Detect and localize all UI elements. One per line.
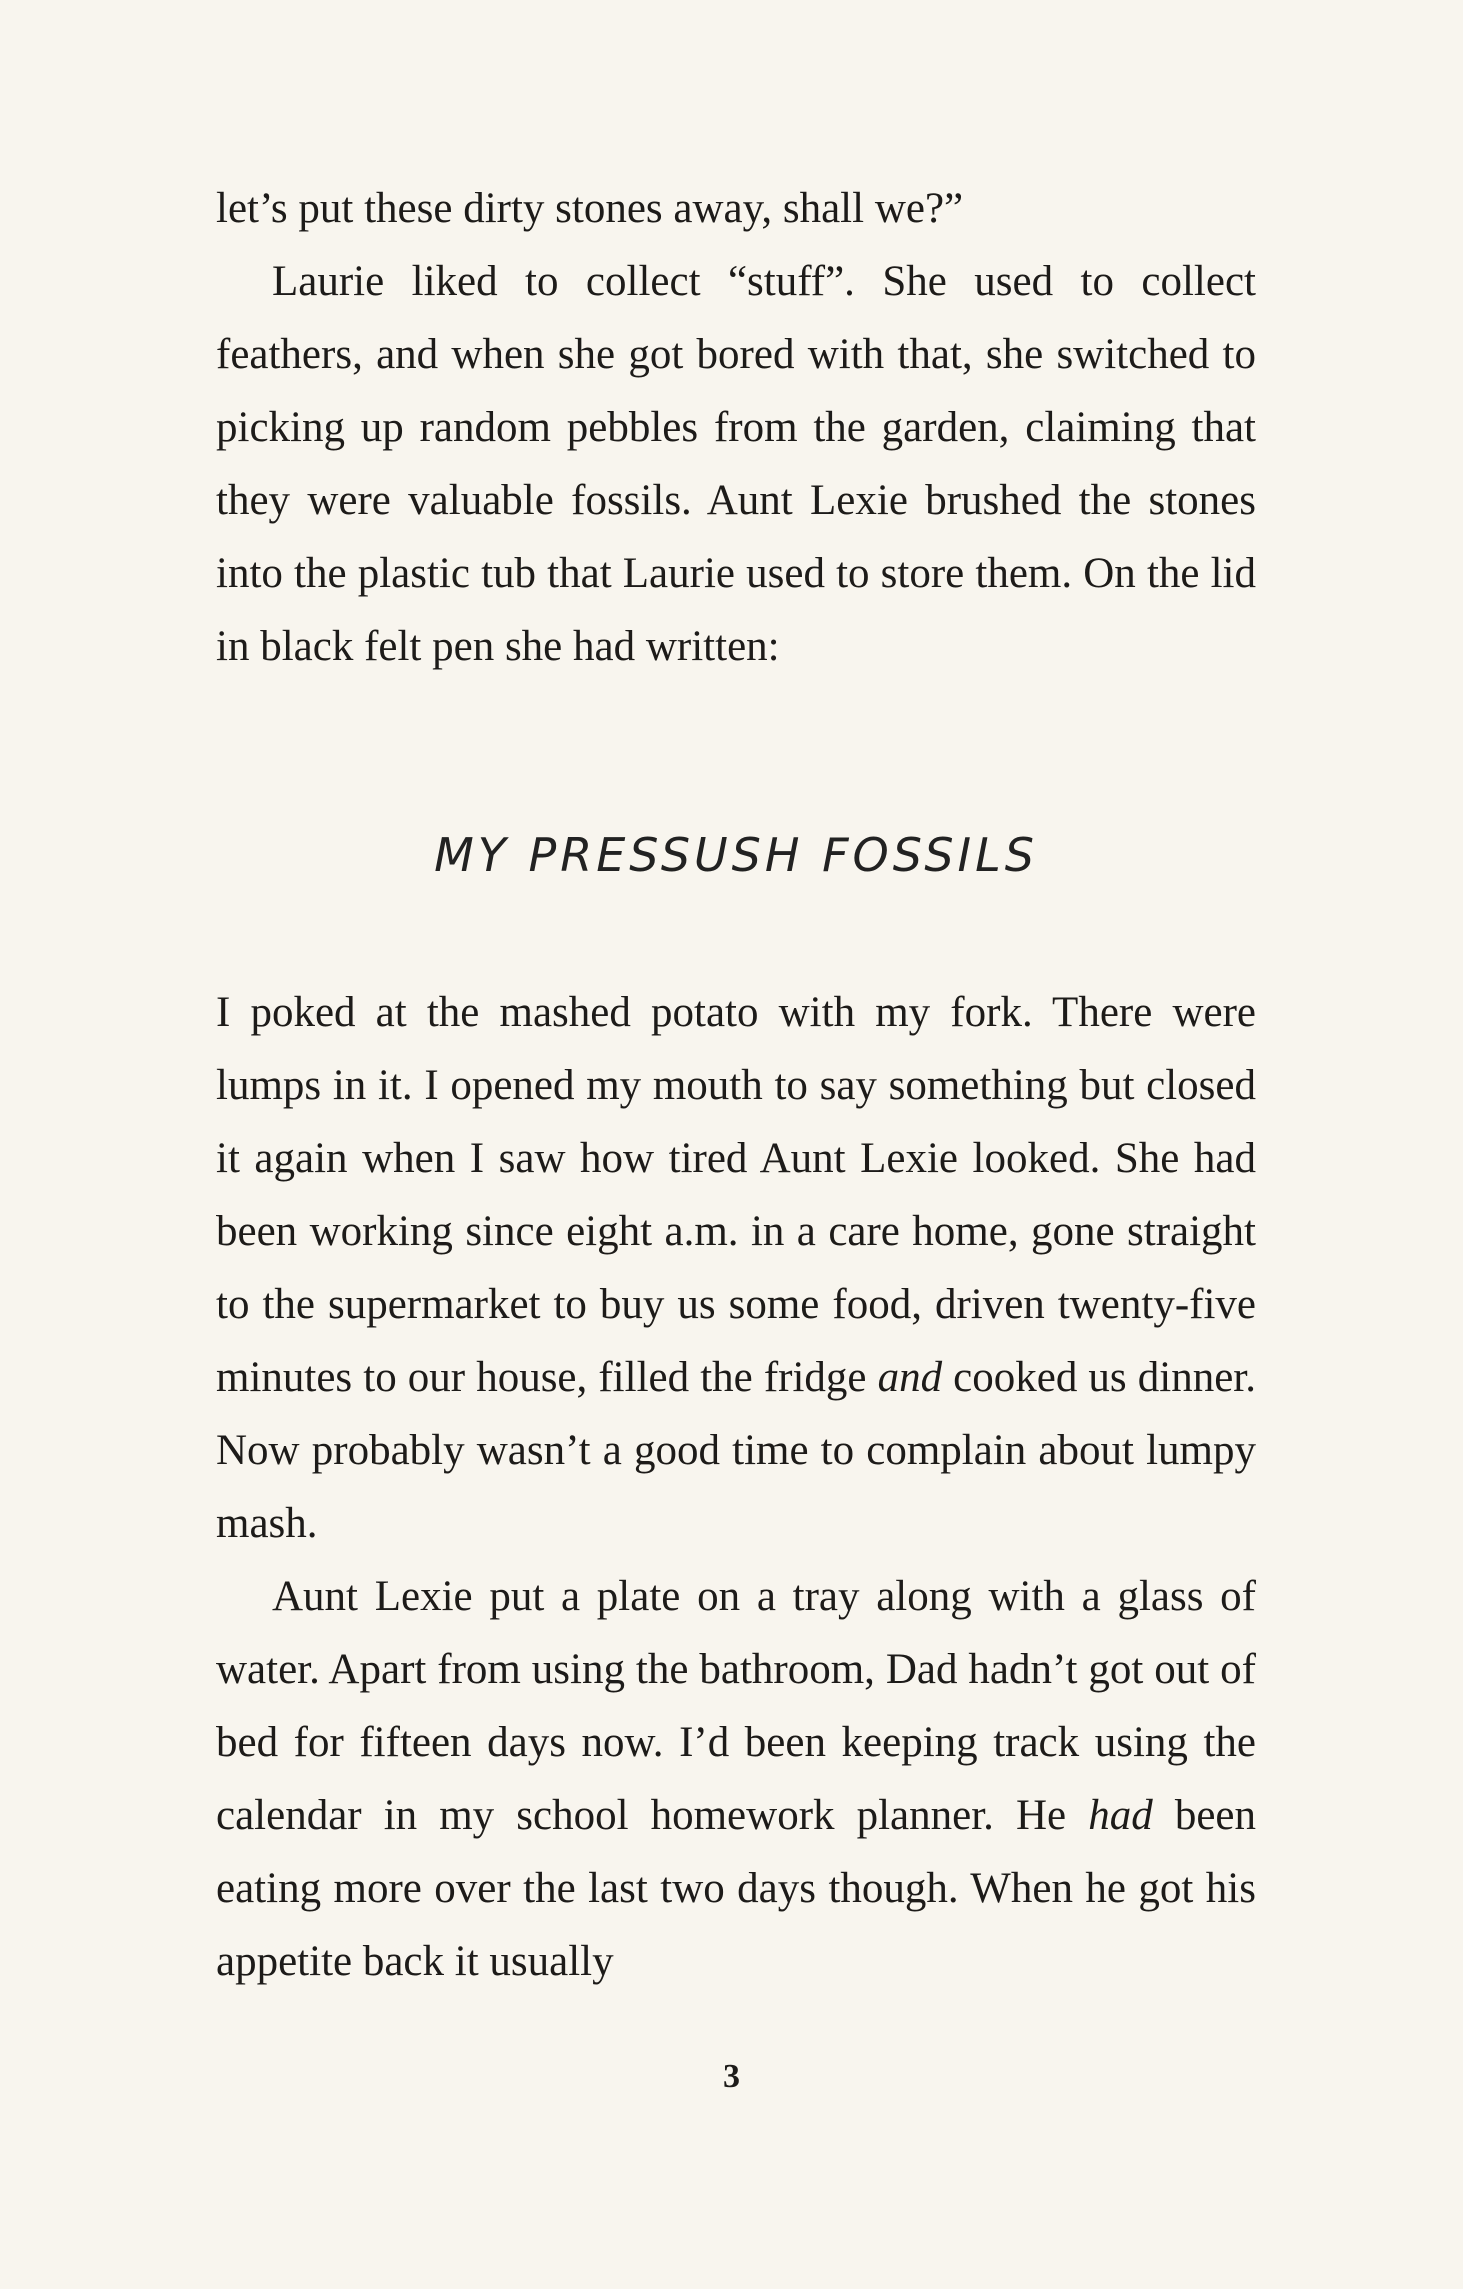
paragraph-4-part-2: been eating more over the last two days though. When he got his appetite back it usually: [216, 1792, 1256, 1985]
handwritten-lid-label: MY PRESSUSH FOSSILS: [434, 828, 1038, 882]
paragraph-1: let’s put these dirty stones away, shall we?”: [216, 185, 964, 232]
paragraph-3-part-2: cooked us dinner. Now probably wasn’t a good time to complain about lumpy mash.: [216, 1354, 1256, 1547]
paragraph-4: [216, 1560, 1256, 1998]
text-block-bottom: [216, 976, 1256, 1998]
paragraph-4-part-1: Aunt Lexie put a plate on a tray along with a glass of water. Apart from using the bathroom, Dad hadn’t got out of bed for fifteen days now. I’d been keeping track using the calendar in my school homework planner. He: [216, 1573, 1256, 1839]
paragraph-3-part-1: I poked at the mashed potato with my fork. There were lumps in it. I opened my mouth to say something but closed it again when I saw how tired Aunt Lexie looked. She had been working since eight a.m. in a care home, gone straight to the supermarket to buy us some food, driven twenty-five minutes to our house, filled the fridge: [216, 989, 1256, 1401]
text-block-top: [216, 172, 1256, 683]
paragraph-3-emphasis: and: [877, 1354, 943, 1401]
paragraph-2: Laurie liked to collect “stuff”. She used to collect feathers, and when she got bored with that, she switched to picking up random pebbles from the garden, claiming that they were valuable fossils. Aunt Lexie brushed the stones into the plastic tub that Laurie used to store them. On the lid in black felt pen she had written:: [216, 258, 1256, 670]
page-number: 3: [723, 2058, 740, 2095]
paragraph-4-emphasis: had: [1088, 1792, 1153, 1839]
paragraph-3: [216, 976, 1256, 1560]
